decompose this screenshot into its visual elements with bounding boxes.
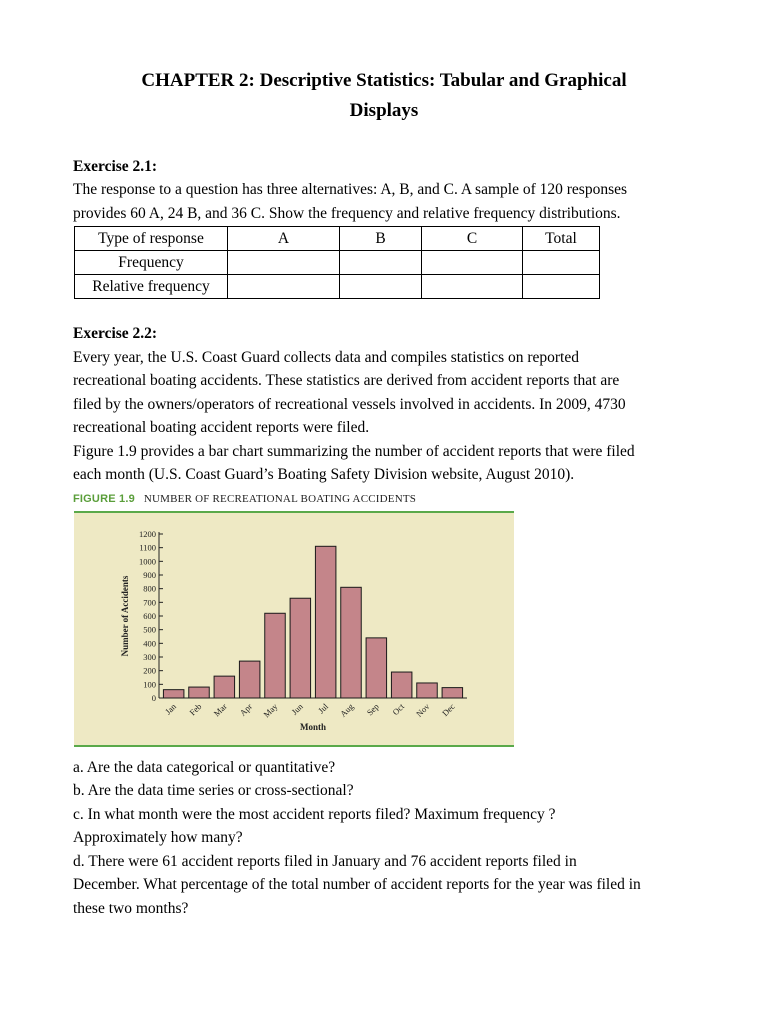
bar-mar: [214, 676, 235, 698]
question-b: b. Are the data time series or cross-sectional?: [73, 782, 354, 799]
question-a: a. Are the data categorical or quantitative?: [73, 759, 336, 776]
bar-aug: [341, 587, 362, 698]
bar-sep: [366, 638, 387, 698]
y-tick-label: 1100: [139, 542, 156, 553]
y-tick-label: 700: [143, 597, 156, 608]
x-tick-label: Apr: [237, 701, 255, 718]
question-d-line-2: December. What percentage of the total number of accident reports for the year was filed in: [73, 876, 641, 893]
figure-title: NUMBER OF RECREATIONAL BOATING ACCIDENTS: [143, 493, 417, 505]
y-tick-label: 200: [143, 665, 156, 676]
y-tick-label: 400: [143, 638, 156, 649]
y-tick-label: 800: [143, 583, 156, 594]
table-row-label: Frequency: [75, 251, 228, 275]
bar-chart: [74, 511, 514, 747]
question-d-line-3: these two months?: [73, 900, 189, 917]
x-tick-label: Oct: [390, 701, 407, 718]
exercise-2-2-text-line: recreational boating accident reports were filed.: [73, 419, 370, 436]
bar-may: [265, 613, 286, 698]
table-row-label: Relative frequency: [75, 275, 228, 299]
exercise-2-2-text-line: Every year, the U.S. Coast Guard collects data and compiles statistics on reported: [73, 349, 579, 366]
table-header-cell: C: [422, 227, 523, 251]
table-header-cell: Total: [523, 227, 600, 251]
y-tick-label: 1000: [139, 556, 156, 567]
frequency-table: [74, 226, 600, 299]
exercise-2-1-text-line-2: provides 60 A, 24 B, and 36 C. Show the frequency and relative frequency distributions.: [73, 205, 621, 222]
table-cell-empty: [340, 251, 422, 275]
figure-number: FIGURE 1.9: [73, 493, 135, 505]
y-tick-label: 1200: [139, 529, 156, 539]
exercise-2-1-heading: Exercise 2.1:: [73, 158, 158, 175]
y-tick-label: 500: [143, 624, 156, 635]
exercise-2-1-text-line-1: The response to a question has three alternatives: A, B, and C. A sample of 120 responses: [73, 181, 628, 198]
bar-dec: [442, 688, 463, 698]
x-axis-title: Month: [299, 722, 327, 732]
page-title-line-1: CHAPTER 2: Descriptive Statistics: Tabular and Graphical: [141, 70, 627, 91]
x-tick-label: Jul: [315, 701, 331, 716]
y-tick-label: 300: [143, 652, 156, 662]
bar-jan: [163, 690, 184, 698]
x-tick-label: Nov: [413, 701, 432, 719]
x-tick-label: Feb: [187, 701, 204, 718]
table-cell-empty: [340, 275, 422, 299]
y-axis-title: Number of Accidents: [120, 575, 130, 657]
table-cell-empty: [422, 251, 523, 275]
table-cell-empty: [228, 251, 340, 275]
x-tick-label: Dec: [439, 701, 457, 719]
bar-jun: [290, 598, 311, 698]
question-c: c. In what month were the most accident reports filed? Maximum frequency ?: [73, 806, 556, 823]
x-tick-label: Aug: [337, 701, 356, 719]
table-cell-empty: [523, 251, 600, 275]
page-title-line-2: Displays: [349, 100, 419, 121]
bar-jul: [315, 546, 336, 698]
bar-apr: [239, 661, 260, 698]
question-c-continued: Approximately how many?: [73, 829, 243, 846]
table-header-cell: A: [228, 227, 340, 251]
exercise-2-2-text-line: each month (U.S. Coast Guard’s Boating Safety Division website, August 2010).: [73, 466, 575, 483]
exercise-2-2-heading: Exercise 2.2:: [73, 325, 158, 342]
x-tick-label: Mar: [211, 701, 229, 719]
table-cell-empty: [523, 275, 600, 299]
exercise-2-2-text-line: recreational boating accidents. These statistics are derived from accident reports that are: [73, 372, 620, 389]
x-tick-label: Jun: [289, 701, 305, 717]
y-tick-label: 600: [143, 611, 156, 621]
x-tick-label: Sep: [364, 701, 381, 718]
table-cell-empty: [422, 275, 523, 299]
x-tick-label: May: [261, 701, 280, 720]
figure-caption: [73, 493, 416, 505]
table-header-row: [75, 227, 600, 251]
chart-bottom-border: [74, 745, 514, 747]
exercise-2-2-text-line: filed by the owners/operators of recreational vessels involved in accidents. In 2009, 4730: [73, 396, 626, 413]
chart-top-border: [74, 511, 514, 513]
table-header-cell: Type of response: [75, 227, 228, 251]
table-row: [75, 275, 600, 299]
bar-feb: [189, 687, 210, 698]
y-tick-label: 0: [151, 693, 156, 703]
table-header-cell: B: [340, 227, 422, 251]
exercise-2-2-text-line: Figure 1.9 provides a bar chart summarizing the number of accident reports that were filed: [73, 443, 635, 460]
bar-chart-figure: [74, 511, 514, 747]
table-cell-empty: [228, 275, 340, 299]
y-tick-label: 900: [143, 570, 156, 580]
x-tick-label: Jan: [162, 701, 179, 717]
bar-nov: [417, 683, 438, 698]
bar-oct: [391, 672, 412, 698]
question-d: d. There were 61 accident reports filed in January and 76 accident reports filed in: [73, 853, 577, 870]
table-row: [75, 251, 600, 275]
y-tick-label: 100: [143, 679, 156, 690]
